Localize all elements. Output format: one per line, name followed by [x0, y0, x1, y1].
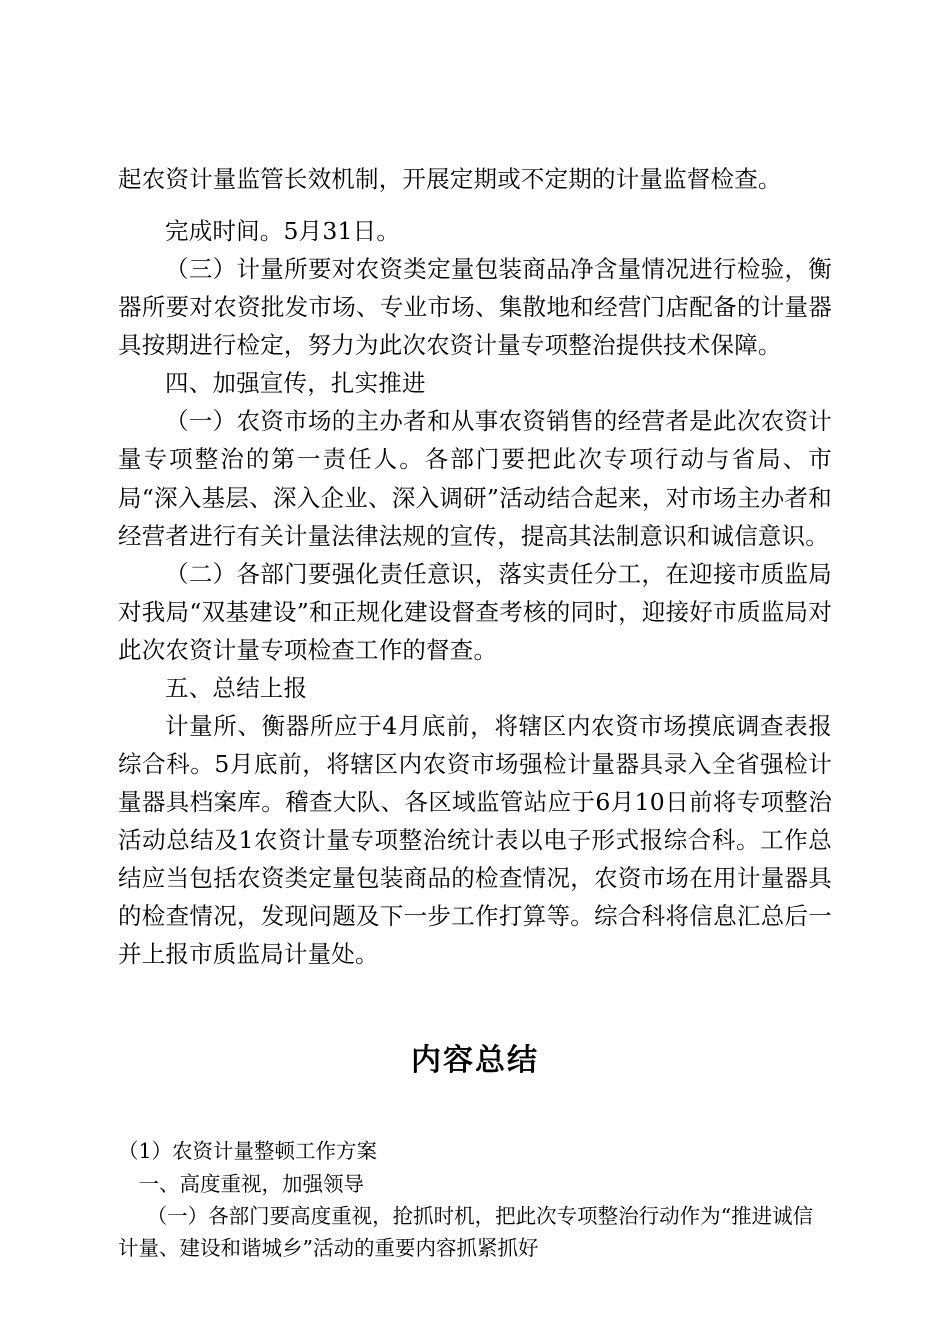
paragraph-five-body: 计量所、衡器所应于4月底前，将辖区内农资市场摸底调查表报综合科。5月底前，将辖区内农资市场强检计量器具录入全省强检计量器具档案库。稽查大队、各区域监管站应于6月10日前将专项整治活动总结及1农资计量专项整治统计表以电子形式报综合科。工作总结应当包括农资类定量包装商品的检查情况，农资市场在用计量器具的检查情况，发现问题及下一步工作打算等。综合科将信息汇总后一并上报市质监局计量处。: [118, 711, 832, 969]
paragraph-four-two: （二）各部门要强化责任意识，落实责任分工，在迎接市质监局对我局“双基建设”和正规化建设督查考核的同时，迎接好市质监局对此次农资计量专项检查工作的督查。: [118, 559, 832, 664]
paragraph-section-three: （三）计量所要对农资类定量包装商品净含量情况进行检验，衡器所要对农资批发市场、专业市场、集散地和经营门店配备的计量器具按期进行检定，努力为此次农资计量专项整治提供技术保障。: [118, 255, 832, 360]
title-bottom-spacer: [118, 1079, 832, 1135]
paragraph-four-one: （一）农资市场的主办者和从事农资销售的经营者是此次农资计量专项整治的第一责任人。各部门要把此次专项行动与省局、市局“深入基层、深入企业、深入调研”活动结合起来，对市场主办者和经营者进行有关计量法律法规的宣传，提高其法制意识和诚信意识。: [118, 407, 832, 550]
summary-title: 内容总结: [411, 1043, 539, 1079]
summary-section: [118, 1135, 832, 1265]
paragraph-spacer: [118, 198, 832, 212]
summary-item-1: （1）农资计量整顿工作方案: [118, 1139, 378, 1164]
document-body: [118, 160, 832, 973]
paragraph-completion-time: 完成时间。5月31日。: [165, 217, 401, 246]
summary-item-4: 计量、建设和谐城乡”活动的重要内容抓紧抓好: [118, 1236, 539, 1261]
summary-item-3: （一）各部门要高度重视，抢抓时机，把此次专项整治行动作为“推进诚信: [146, 1204, 814, 1229]
paragraph-continuation: 起农资计量监管长效机制，开展定期或不定期的计量监督检查。: [118, 165, 782, 193]
summary-item-2: 一、高度重视，加强领导: [138, 1171, 364, 1196]
title-top-spacer: [118, 973, 832, 1035]
heading-section-five: 五、总结上报: [165, 673, 308, 702]
heading-section-four: 四、加强宣传，扎实推进: [165, 369, 426, 398]
